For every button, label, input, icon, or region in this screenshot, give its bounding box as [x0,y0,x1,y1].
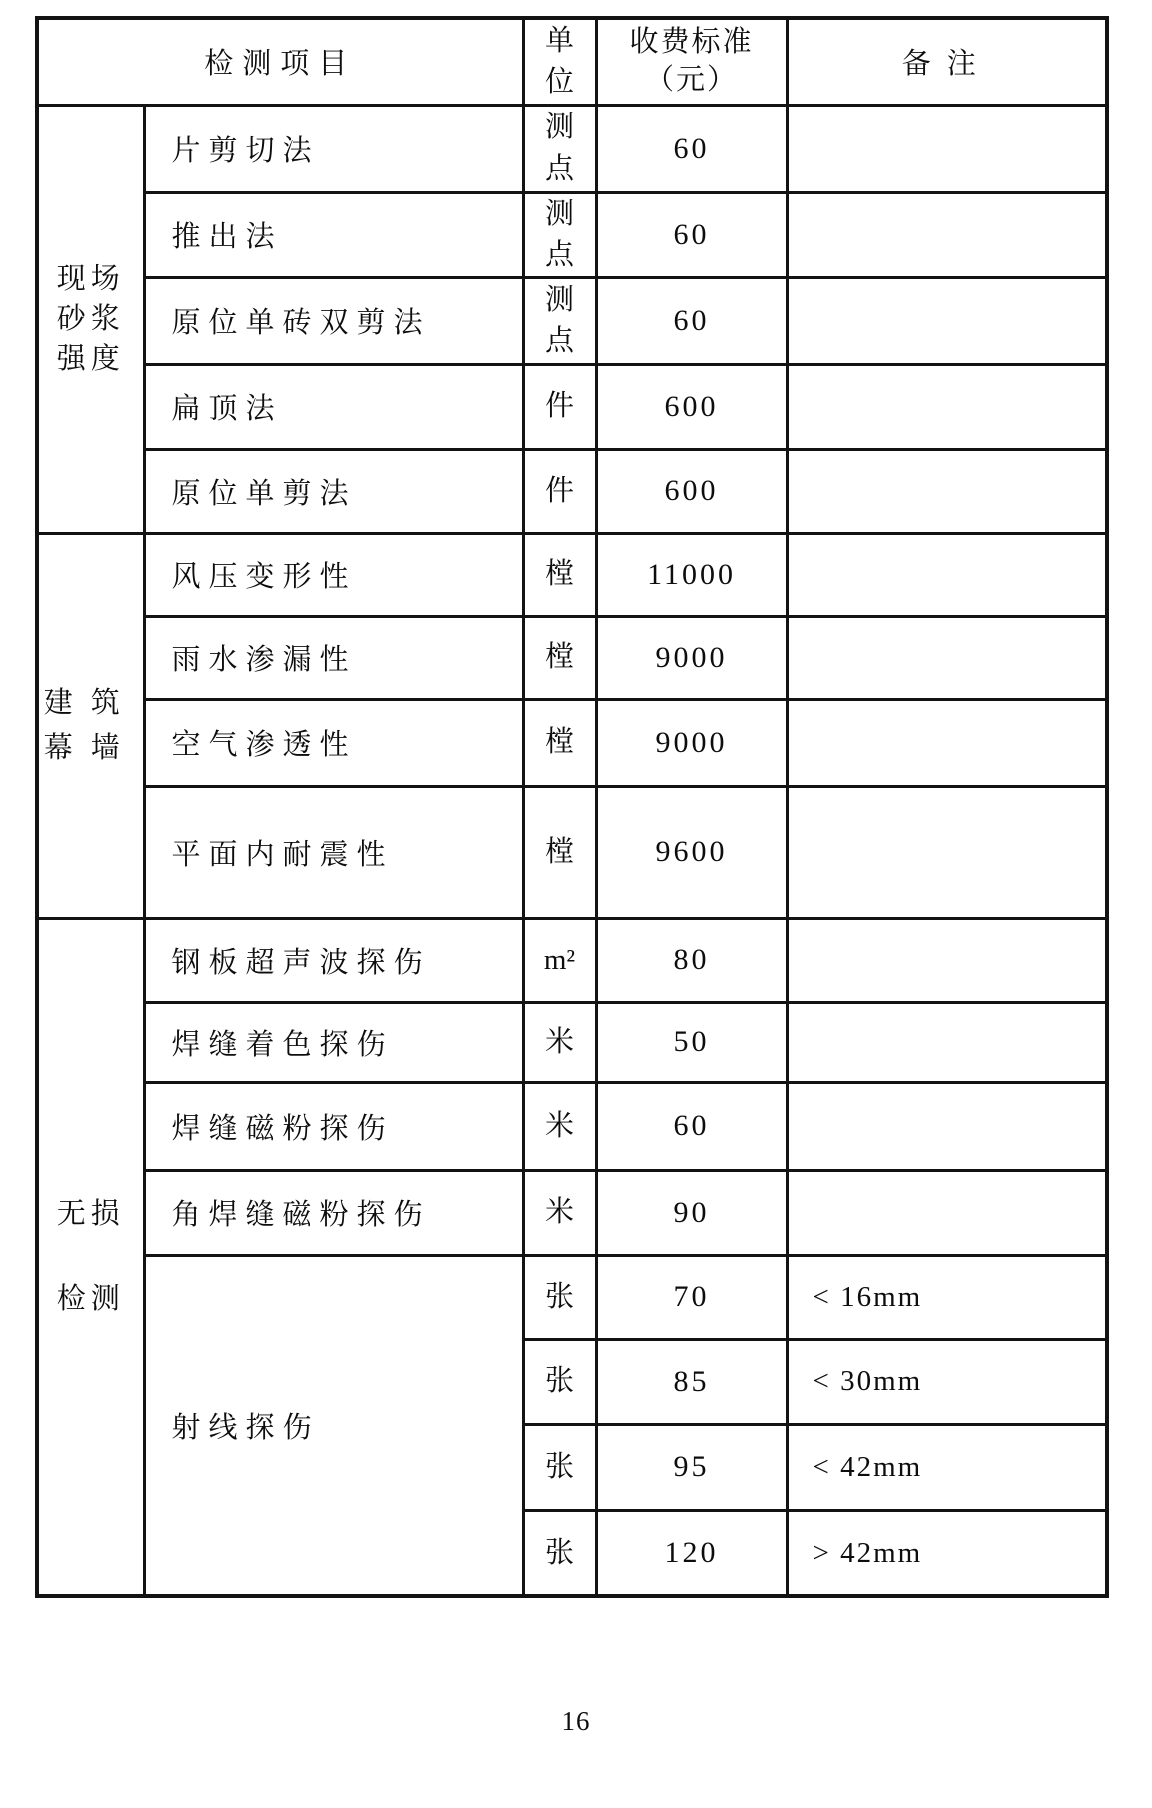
fee-cell: 120 [596,1510,787,1596]
fee-cell: 85 [596,1339,787,1424]
unit-cell: 樘 [523,616,596,699]
fee-cell: 60 [596,1082,787,1170]
group-cell-ndt [37,918,144,1596]
item-cell: 焊缝着色探伤 [144,1002,523,1082]
table-row [37,449,1107,533]
header-unit-label: 单位 [545,24,575,98]
remark-cell [787,277,1107,364]
table-row [37,918,1107,1002]
fee-cell: 600 [596,364,787,449]
header-item-column: 检测项目 [37,18,523,105]
item-cell: 扁顶法 [144,364,523,449]
fee-cell: 60 [596,105,787,192]
remark-cell [787,699,1107,786]
group-label: 无损检测 [56,1197,125,1316]
fee-cell: 80 [596,918,787,1002]
header-fee-line2: （元） [645,63,739,96]
unit-cell: 测点 [523,105,596,192]
fee-cell: 60 [596,277,787,364]
remark-cell [787,1082,1107,1170]
item-cell: 钢板超声波探伤 [144,918,523,1002]
remark-cell [787,105,1107,192]
unit-cell: 樘 [523,533,596,616]
item-cell: 空气渗透性 [144,699,523,786]
unit-cell: 张 [523,1339,596,1424]
group-cell-mortar-strength [37,105,144,533]
remark-cell: < 30mm [787,1339,1107,1424]
remark-cell [787,533,1107,616]
table-row [37,1082,1107,1170]
remark-cell [787,192,1107,277]
remark-cell: > 42mm [787,1510,1107,1596]
table-row [37,1170,1107,1255]
unit-cell: m² [523,918,596,1002]
table-row [37,533,1107,616]
item-cell: 原位单剪法 [144,449,523,533]
group-cell-curtain-wall [37,533,144,918]
fee-cell: 9000 [596,616,787,699]
unit-cell: 件 [523,364,596,449]
header-fee-column [596,18,787,105]
unit-cell: 米 [523,1170,596,1255]
fee-cell: 9600 [596,786,787,918]
remark-cell: < 16mm [787,1255,1107,1339]
fee-cell: 60 [596,192,787,277]
remark-cell [787,1170,1107,1255]
header-row [37,18,1107,105]
fee-cell: 9000 [596,699,787,786]
item-cell-radiographic: 射线探伤 [144,1255,523,1596]
unit-cell: 测点 [523,192,596,277]
table-row [37,192,1107,277]
item-cell: 平面内耐震性 [144,786,523,918]
item-cell: 焊缝磁粉探伤 [144,1082,523,1170]
unit-cell: 米 [523,1082,596,1170]
group-label: 建筑幕墙 [43,686,138,764]
unit-cell: 件 [523,449,596,533]
fee-cell: 70 [596,1255,787,1339]
fee-schedule-table [35,16,1109,1598]
remark-cell [787,616,1107,699]
remark-cell [787,786,1107,918]
remark-cell [787,449,1107,533]
unit-cell: 米 [523,1002,596,1082]
item-cell: 角焊缝磁粉探伤 [144,1170,523,1255]
table-row [37,105,1107,192]
unit-cell: 测点 [523,277,596,364]
item-cell: 雨水渗漏性 [144,616,523,699]
unit-cell: 张 [523,1255,596,1339]
table-row [37,616,1107,699]
unit-cell: 樘 [523,699,596,786]
remark-cell [787,918,1107,1002]
remark-cell [787,1002,1107,1082]
page-number: 16 [561,1706,591,1736]
item-cell: 风压变形性 [144,533,523,616]
table-row [37,1002,1107,1082]
unit-cell: 张 [523,1510,596,1596]
remark-cell [787,364,1107,449]
header-fee-line1: 收费标准 [629,26,754,59]
header-remark-column: 备注 [787,18,1107,105]
remark-cell: < 42mm [787,1424,1107,1510]
fee-cell: 50 [596,1002,787,1082]
fee-cell: 11000 [596,533,787,616]
item-cell: 片剪切法 [144,105,523,192]
table-row [37,277,1107,364]
unit-cell: 樘 [523,786,596,918]
item-cell: 推出法 [144,192,523,277]
fee-cell: 95 [596,1424,787,1510]
unit-cell: 张 [523,1424,596,1510]
header-unit-column [523,18,596,105]
table-row [37,364,1107,449]
group-label: 现场砂浆强度 [56,263,125,376]
table-row [37,1255,1107,1339]
fee-cell: 90 [596,1170,787,1255]
table-row [37,699,1107,786]
item-cell: 原位单砖双剪法 [144,277,523,364]
table-row [37,786,1107,918]
fee-cell: 600 [596,449,787,533]
